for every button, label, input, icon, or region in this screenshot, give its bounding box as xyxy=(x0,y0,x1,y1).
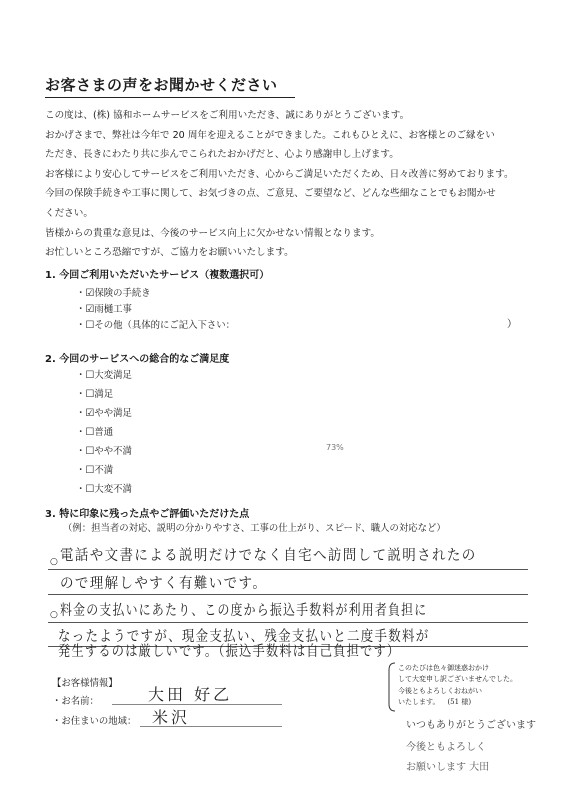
option-label: 不満 xyxy=(94,465,114,476)
intro-line: ください。 xyxy=(45,207,93,219)
checkbox-checked-icon[interactable]: ☑ xyxy=(85,304,95,315)
option-label: 雨樋工事 xyxy=(94,304,132,315)
reply-bracket-left-icon xyxy=(388,662,396,712)
q1-option-other[interactable]: ・☐その他（具体的にご記入下さい： xyxy=(76,320,235,331)
title-underline xyxy=(45,97,295,98)
checkbox-checked-icon[interactable]: ☑ xyxy=(85,408,95,419)
q1-option-gutter[interactable]: ・☑雨樋工事 xyxy=(76,304,132,315)
q2-option-satisfied[interactable]: ・☐満足 xyxy=(76,389,114,400)
customer-info-header: 【お客様情報】 xyxy=(52,678,118,689)
answer-bullet: ○ xyxy=(50,557,58,567)
intro-line: お客様により安心してサービスをご利用いただき、心からご満足いただくため、日々改善に努めております。 xyxy=(45,168,514,180)
intro-line: ただき、長きにわたり共に歩んでこられたおかげだと、心より感謝申し上げます。 xyxy=(45,149,399,161)
handwritten-answer-line: 料金の支払いにあたり、この度から振込手数料が利用者負担に xyxy=(60,603,428,619)
intro-line: おかげさまで、弊社は今年で 20 周年を迎えることができました。これもひとえに、お客様とのご縁をい xyxy=(45,129,495,141)
question-1-title: 1. 今回ご利用いただいたサービス（複数選択可） xyxy=(45,270,270,281)
intro-line: 皆様からの貴重な意見は、今後のサービス向上に欠かせない情報となります。 xyxy=(45,227,381,239)
checkbox-icon[interactable]: ☐ xyxy=(85,427,95,438)
option-label: やや満足 xyxy=(94,408,132,419)
q2-option-dissatisfied[interactable]: ・☐不満 xyxy=(76,465,114,476)
checkbox-icon[interactable]: ☐ xyxy=(85,465,95,476)
name-underline xyxy=(112,704,282,705)
intro-line: お忙しいところ恐縮ですが、ご協力をお願いいたします。 xyxy=(45,247,294,259)
checkbox-icon[interactable]: ☐ xyxy=(85,320,95,331)
handwritten-answer-line: 電話や文書による説明だけでなく自宅へ訪問して説明されたの xyxy=(60,548,477,564)
option-label: 満足 xyxy=(94,389,114,400)
intro-line: 今回の保険手続きや工事に関して、お気づきの点、ご意見、ご要望など、どんな些細なことでもお聞かせ xyxy=(45,188,496,200)
checkbox-checked-icon[interactable]: ☑ xyxy=(85,288,95,299)
question-3-example: （例：担当者の対応、説明の分かりやすさ、工事の仕上がり、スピード、職人の対応など） xyxy=(63,523,446,534)
staff-hand-line: お願いします 大田 xyxy=(406,762,490,773)
intro-text xyxy=(45,106,545,263)
name-value[interactable]: 大田 好乙 xyxy=(148,685,233,704)
staff-reply-line: 今後ともよろしくおねがい xyxy=(398,687,482,695)
handwritten-answer-line: ので理解しやすく有難いです。 xyxy=(60,576,268,592)
staff-hand-line: いつもありがとうございます xyxy=(406,720,536,731)
other-close-paren: ） xyxy=(507,319,517,330)
option-label: 普通 xyxy=(94,427,114,438)
staff-hand-line: 今後ともよろしく xyxy=(406,742,486,753)
answer-rule xyxy=(48,594,528,595)
area-underline xyxy=(140,726,282,727)
answer-bullet: ○ xyxy=(50,610,58,620)
option-label: やや不満 xyxy=(94,446,132,457)
handwritten-answer-line: 発生するのは厳しいです。（振込手数料は自己負担です） xyxy=(58,644,401,660)
staff-reply-text: いたします。 xyxy=(398,698,440,706)
checkbox-icon[interactable]: ☐ xyxy=(85,446,95,457)
area-value[interactable]: 米沢 xyxy=(152,708,191,727)
staff-reply-line: このたびは色々御迷惑おかけ xyxy=(398,664,489,672)
intro-line: この度は、(株) 協和ホームサービスをご利用いただき、誠にありがとうございます。 xyxy=(45,110,410,121)
handwritten-answer-line: なったようですが、現金支払い、残金支払いと二度手数料が xyxy=(58,629,430,645)
staff-reply-line xyxy=(398,697,471,707)
q1-option-insurance[interactable]: ・☑保険の手続き xyxy=(76,288,151,299)
option-label: 大変不満 xyxy=(94,484,132,495)
answer-rule xyxy=(48,569,528,570)
q2-option-very-satisfied[interactable]: ・☐大変満足 xyxy=(76,370,132,381)
option-label: 大変満足 xyxy=(94,370,132,381)
staff-reply-line: して大変申し訳ございませんでした。 xyxy=(398,675,517,683)
q2-option-very-dissatisfied[interactable]: ・☐大変不満 xyxy=(76,484,132,495)
staff-reply-signature: (51 様) xyxy=(447,698,472,706)
page-mark: 73% xyxy=(326,443,344,452)
area-label: ・お住まいの地域： xyxy=(52,716,137,727)
option-label: その他（具体的にご記入下さい： xyxy=(94,320,235,331)
checkbox-icon[interactable]: ☐ xyxy=(85,389,95,400)
answer-rule xyxy=(48,622,528,623)
q2-option-somewhat-satisfied[interactable]: ・☑やや満足 xyxy=(76,408,132,419)
name-label: ・お名前： xyxy=(52,696,99,707)
question-3-title: 3. 特に印象に残った点やご評価いただけた点 xyxy=(45,509,250,520)
checkbox-icon[interactable]: ☐ xyxy=(85,370,95,381)
question-2-title: 2. 今回のサービスへの総合的なご満足度 xyxy=(45,354,230,365)
option-label: 保険の手続き xyxy=(94,288,151,299)
survey-title: お客さまの声をお聞かせください xyxy=(45,76,278,94)
checkbox-icon[interactable]: ☐ xyxy=(85,484,95,495)
q2-option-somewhat-dissatisfied[interactable]: ・☐やや不満 xyxy=(76,446,132,457)
q2-option-neutral[interactable]: ・☐普通 xyxy=(76,427,114,438)
